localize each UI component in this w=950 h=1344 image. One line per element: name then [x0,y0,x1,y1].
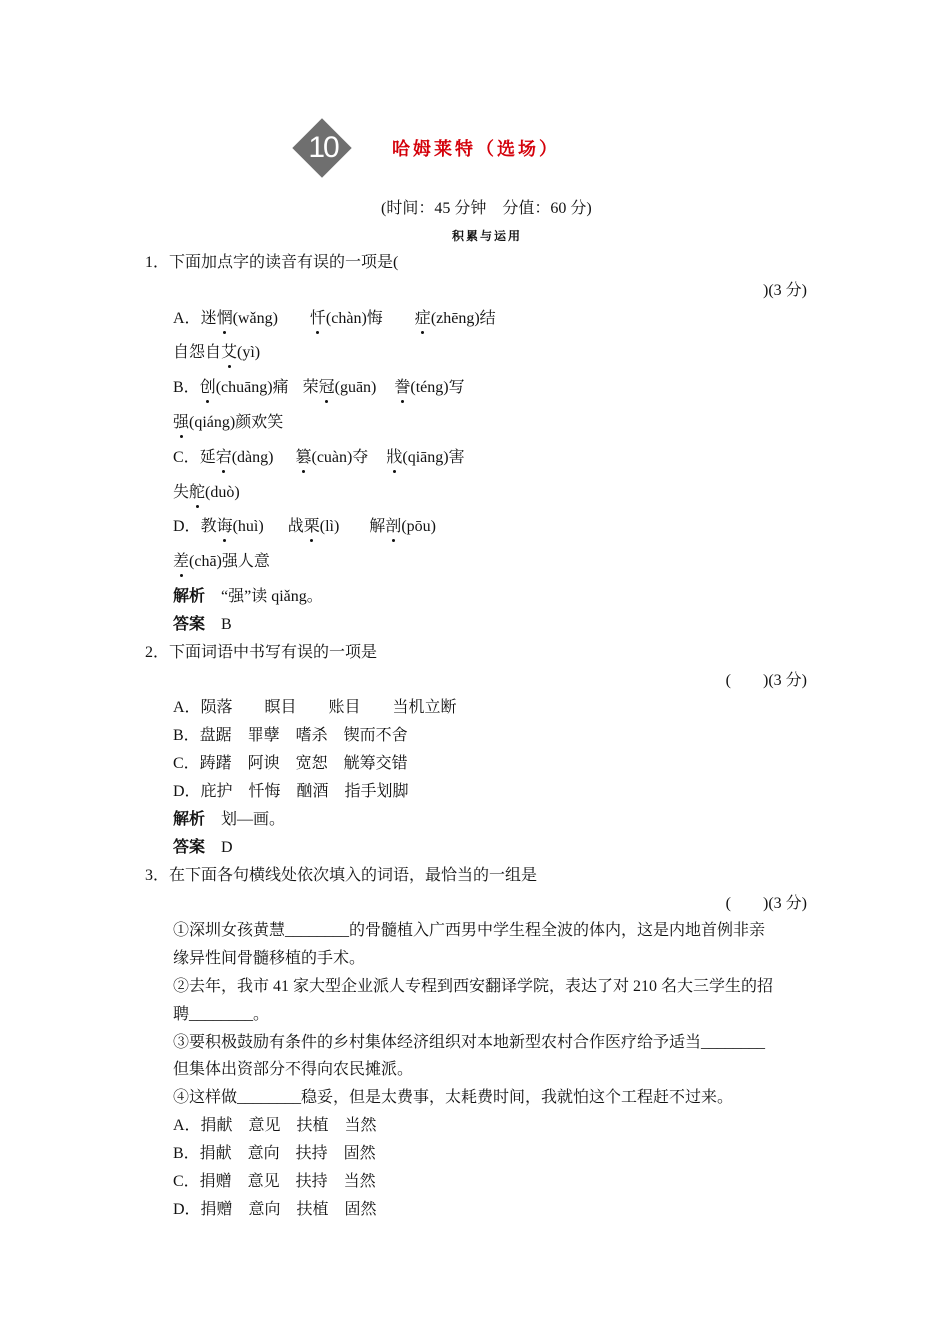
section-heading: 积累与运用 [452,229,523,243]
q1-option-d-cont: 差(chā)强人意 [173,553,270,570]
q1-option-a-cont: 自怨自艾(yì) [173,344,261,361]
q2-option-c: C．踌躇 阿谀 宽恕 觥筹交错 [173,755,408,772]
q2-score: ( )(3 分) [725,672,807,689]
q3-sentence-1: ①深圳女孩黄慧________的骨髓植入广西男中学生程全波的体内，这是内地首例非亲 [173,922,766,939]
q2-option-b: B．盘踞 罪孽 嗜杀 锲而不舍 [173,727,408,744]
q1-option-a: A．迷惘(wǎng) 忏(chàn)悔 症(zhēng)结 [173,310,496,327]
q3-sentence-2: ②去年，我市 41 家大型企业派人专程到西安翻译学院，表达了对 210 名大三学生的招 [173,978,774,995]
q2-option-a: A．陨落 瞑目 账目 当机立断 [173,699,457,716]
q1-option-c-cont: 失舵(duò) [173,484,240,501]
q3-sentence-3-cont: 但集体出资部分不得向农民摊派。 [173,1061,414,1078]
q2-option-d: D．庇护 忏悔 酗酒 指手划脚 [173,783,409,800]
q1-option-d: D．教诲(huì) 战栗(lì) 解剖(pōu) [173,518,436,535]
q3-sentence-3: ③要积极鼓励有条件的乡村集体经济组织对本地新型农村合作医疗给予适当________ [173,1034,766,1051]
q1-option-b: B．创(chuāng)痛 荣冠(guān) 誊(téng)写 [173,379,465,396]
q3-option-d: D．捐赠 意向 扶植 固然 [173,1201,377,1218]
q3-stem: 3．在下面各句横线处依次填入的词语，最恰当的一组是 [145,867,538,884]
q3-sentence-4: ④这样做________稳妥，但是太费事，太耗费时间，我就怕这个工程赶不过来。 [173,1089,734,1106]
q1-option-c: C．延宕(dàng) 篡(cuàn)夺 戕(qiāng)害 [173,449,465,466]
q3-sentence-1-cont: 缘异性间骨髓移植的手术。 [173,950,366,967]
q2-stem: 2．下面词语中书写有误的一项是 [145,644,378,661]
q3-option-c: C．捐赠 意见 扶持 当然 [173,1173,376,1190]
q3-option-a: A．捐献 意见 扶植 当然 [173,1117,377,1134]
q2-answer: 答案 D [173,839,233,856]
q1-stem: 1．下面加点字的读音有误的一项是( [145,254,399,271]
exam-meta: (时间：45 分钟 分值：60 分) [381,200,592,217]
q2-analysis: 解析 划—画。 [173,811,286,828]
q1-answer: 答案 B [173,616,232,633]
q3-sentence-2-cont: 聘________。 [173,1006,270,1023]
q3-option-b: B．捐献 意向 扶持 固然 [173,1145,376,1162]
q1-score: )(3 分) [763,282,807,299]
q1-analysis: 解析 “强”读 qiǎng。 [173,588,323,605]
lesson-title: 哈姆莱特（选场） [392,139,560,159]
q3-score: ( )(3 分) [725,895,807,912]
q1-option-b-cont: 强(qiáng)颜欢笑 [173,414,284,431]
lesson-number: 10 [308,131,338,164]
